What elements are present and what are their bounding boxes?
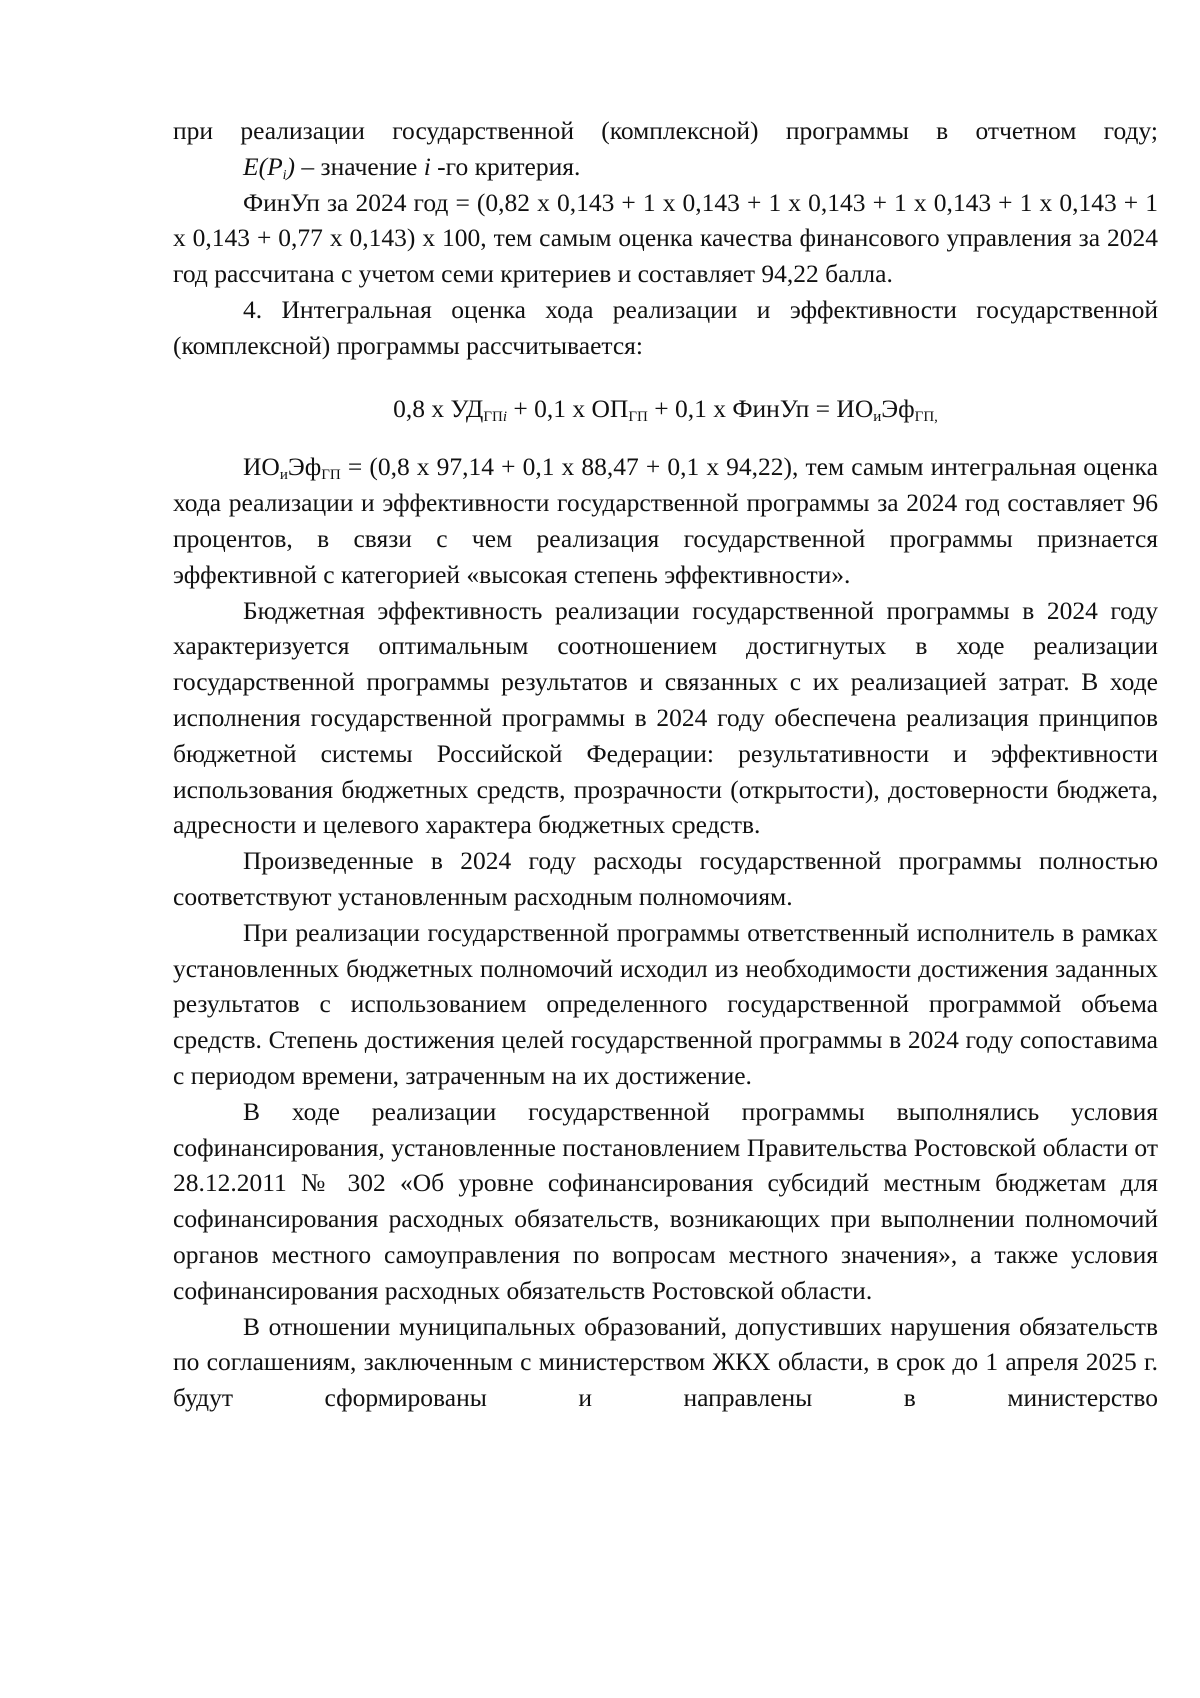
integral-formula: 0,8 х $УД_{ГПi} + 0,1$ х $ОП_{ГП} + 0,1$ х ФинУп = $ИО_иЭф_{ГП,}$ <box>393 393 938 425</box>
paragraph-integral-result: $ИО_иЭф_{ГП} = (0,8$ х 97,14 + 0,1 х 88,47 + 0,1 х 94,22), тем самым интегральная оценка хода реализации и эффективности государственной программы за 2024 год составляет 96 процентов, в связи с чем реализация государственной программы признается эффективной с категорией «высокая степень эффективности». <box>173 452 1158 589</box>
paragraph-finup-calculation: ФинУп за 2024 год = (0,82 х 0,143 + 1 х 0,143 + 1 х 0,143 + 1 х 0,143 + 1 х 0,143 + 1 х 0,143 + 0,77 х 0,143) х 100, тем самым оценка качества финансового управления за 2024 год рассчитана с учетом семи критериев и составляет 94,22 балла. <box>173 187 1158 289</box>
index-symbol: i <box>423 151 431 181</box>
paragraph-responsible-executor: При реализации государственной программы ответственный исполнитель в рамках установленных бюджетных полномочий исходил из необходимости достижения заданных результатов с использованием определенного государственной программой объема средств. Степень достижения целей государственной программы в 2024 году сопоставима с периодом времени, затраченным на их достижение. <box>173 917 1158 1090</box>
paragraph-integral-assessment-heading: 4. Интегральная оценка хода реализации и эффективности государственной (комплексной) программы рассчитывается: <box>173 294 1158 360</box>
paragraph-continuation: при реализации государственной (комплексной) программы в отчетном году; <box>173 116 1158 145</box>
paragraph-cofinancing: В ходе реализации государственной программы выполнялись условия софинансирования, установленные постановлением Правительства Ростовской области от 28.12.2011 № 302 «Об уровне софинансирования субсидий местным бюджетам для софинансирования расходных обязательств, возникающих при выполнении полномочий органов местного самоуправления по вопросам местного значения», а также условия софинансирования расходных обязательств Ростовской области. <box>173 1096 1158 1305</box>
document-body <box>173 113 1158 1416</box>
paragraph-criterion-definition: E(Pi) – значение i -го критерия. <box>243 151 581 183</box>
paragraph-expenses: Произведенные в 2024 году расходы государственной программы полностью соответствуют установленным расходным полномочиям. <box>173 846 1158 911</box>
paragraph-budget-efficiency: Бюджетная эффективность реализации государственной программы в 2024 году характеризуется оптимальным соотношением достигнутых в ходе реализации государственной программы результатов и связанных с их реализацией затрат. В ходе исполнения государственной программы в 2024 году обеспечена реализация принципов бюджетной системы Российской Федерации: результативности и эффективности использования бюджетных средств, прозрачности (открытости), достоверности бюджета, адресности и целевого характера бюджетных средств. <box>173 595 1158 840</box>
paragraph-municipal-violations: В отношении муниципальных образований, допустивших нарушения обязательств по соглашениям, заключенным с министерством ЖКХ области, в срок до 1 апреля 2025 г. будут сформированы и направлены в министерство <box>173 1311 1158 1413</box>
criterion-symbol: E(Pi) <box>243 151 296 183</box>
